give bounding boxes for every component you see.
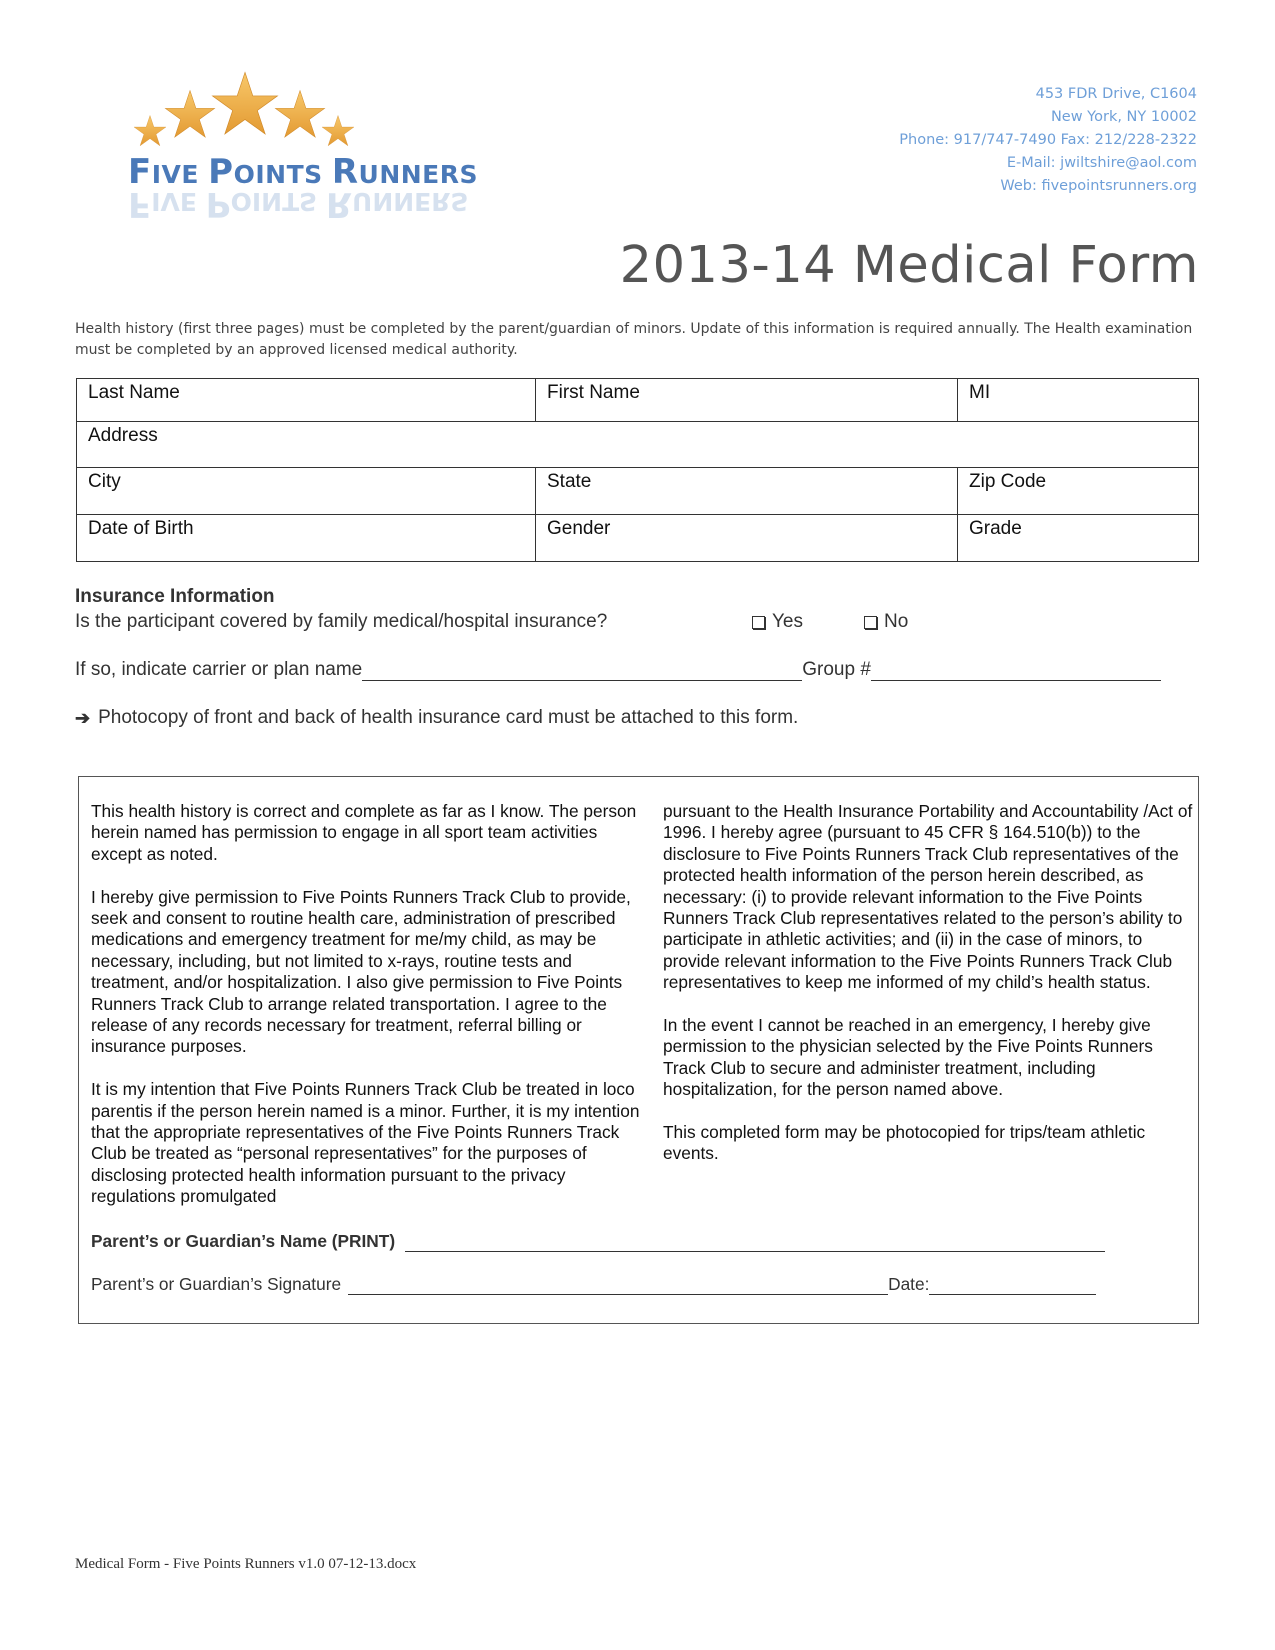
- table-row: [77, 379, 1199, 422]
- grade-field[interactable]: [958, 515, 1199, 562]
- consent-paragraph: This completed form may be photocopied for trips/team athletic events.: [663, 1122, 1146, 1164]
- middle-initial-field[interactable]: [958, 379, 1199, 422]
- checkbox-label: No: [884, 611, 909, 632]
- date-label: Date:: [888, 1274, 930, 1294]
- field-label: Last Name: [88, 382, 180, 403]
- guardian-name-row: [91, 1231, 1105, 1252]
- insurance-yes-checkbox[interactable]: [752, 611, 803, 633]
- field-label: Date of Birth: [88, 518, 194, 539]
- group-label: Group #: [802, 659, 871, 680]
- consent-paragraph: In the event I cannot be reached in an emergency, I hereby give permission to the physician selected by the Five Points Runners Track Club to secure and administer treatment, including hospitalization, for the person named above.: [663, 1015, 1153, 1100]
- photocopy-text: Photocopy of front and back of health insurance card must be attached to this form.: [98, 707, 799, 728]
- date-input[interactable]: [929, 1276, 1096, 1295]
- zip-code-field[interactable]: [958, 468, 1199, 515]
- logo-wordmark: FIVE POINTS RUNNERS: [128, 152, 479, 192]
- consent-paragraph: I hereby give permission to Five Points Runners Track Club to provide, seek and consent to routine health care, administration of prescribed medications and emergency treatment for me/my child, as may be necessary, including, but not limited to x-rays, routine tests and treatment, and/or hospitalization. I also give permission to Five Points Runners Track Club to arrange related transportation. I agree to the release of any records necessary for treatment, referral billing or insurance purposes.: [91, 886, 631, 1057]
- guardian-name-input[interactable]: [405, 1233, 1105, 1252]
- logo: [128, 72, 479, 224]
- field-label: Address: [88, 425, 158, 446]
- address-field[interactable]: [77, 422, 1199, 468]
- table-row: [77, 468, 1199, 515]
- carrier-input[interactable]: [362, 660, 802, 681]
- consent-paragraph: This health history is correct and complete as far as I know. The person herein named has permission to engage in all sport team activities except as noted.: [91, 801, 637, 864]
- consent-box: [78, 776, 1199, 1324]
- insurance-heading: Insurance Information: [75, 586, 275, 607]
- field-label: MI: [969, 382, 991, 403]
- first-name-field[interactable]: [536, 379, 958, 422]
- guardian-signature-label: Parent’s or Guardian’s Signature: [91, 1274, 342, 1294]
- contact-info: [899, 83, 1197, 198]
- consent-right-column: [663, 801, 1193, 1186]
- checkbox-label: Yes: [772, 611, 803, 632]
- page-title: 2013-14 Medical Form: [619, 236, 1199, 295]
- guardian-name-label: Parent’s or Guardian’s Name (PRINT): [91, 1231, 396, 1251]
- carrier-label: If so, indicate carrier or plan name: [75, 659, 363, 680]
- checkbox-icon: [752, 616, 765, 629]
- group-number-input[interactable]: [871, 660, 1161, 681]
- city-field[interactable]: [77, 468, 536, 515]
- state-field[interactable]: [536, 468, 958, 515]
- email-link[interactable]: E-Mail: jwiltshire@aol.com: [1006, 155, 1197, 171]
- table-row: [77, 422, 1199, 468]
- guardian-signature-row: [91, 1274, 1096, 1295]
- field-label: State: [547, 471, 592, 492]
- field-label: Grade: [969, 518, 1022, 539]
- document-footer: Medical Form - Five Points Runners v1.0 07-12-13.docx: [75, 1556, 417, 1572]
- checkbox-icon: [864, 616, 877, 629]
- participant-info-table: [76, 378, 1199, 562]
- field-label: City: [88, 471, 121, 492]
- insurance-question: Is the participant covered by family medical/hospital insurance?: [75, 611, 608, 632]
- date-of-birth-field[interactable]: [77, 515, 536, 562]
- photocopy-note: [75, 707, 798, 729]
- logo-wordmark-reflection: FIVE POINTS RUNNERS: [128, 184, 469, 224]
- consent-paragraph: It is my intention that Five Points Runners Track Club be treated in loco parentis if the person herein named is a minor. Further, it is my intention that the appropriate representatives of the Five Points Runners Track Club be treated as “personal representatives” for the purposes of disclosing protected health information pursuant to the privacy regulations promulgated: [91, 1079, 640, 1207]
- phone-fax: Phone: 917/747-7490 Fax: 212/228-2322: [899, 132, 1197, 148]
- intro-text: Health history (first three pages) must be completed by the parent/guardian of minors. Update of this information is required annually. The Health examination must be completed by an approved licensed medical authority.: [75, 321, 1193, 358]
- five-stars-icon: [128, 72, 428, 152]
- last-name-field[interactable]: [77, 379, 536, 422]
- gender-field[interactable]: [536, 515, 958, 562]
- consent-paragraph: pursuant to the Health Insurance Portability and Accountability /Act of 1996. I hereby agree (pursuant to 45 CFR § 164.510(b)) to the disclosure to Five Points Runners Track Club representatives of the protected health information of the person herein described, as necessary: (i) to provide relevant information to the Five Points Runners Track Club representatives related to the person’s ability to participate in athletic activities; and (ii) in the case of minors, to provide relevant information to the Five Points Runners Track Club representatives to keep me informed of my child’s health status.: [663, 801, 1193, 993]
- address-line-2: New York, NY 10002: [1050, 109, 1197, 125]
- field-label: First Name: [547, 382, 640, 403]
- guardian-signature-input[interactable]: [348, 1276, 888, 1295]
- carrier-row: [75, 659, 1161, 681]
- arrow-right-icon: ➔: [75, 707, 91, 728]
- consent-left-column: [91, 801, 651, 1229]
- field-label: Zip Code: [969, 471, 1047, 492]
- field-label: Gender: [547, 518, 611, 539]
- table-row: [77, 515, 1199, 562]
- web-link[interactable]: Web: fivepointsrunners.org: [1000, 178, 1197, 194]
- insurance-no-checkbox[interactable]: [864, 611, 908, 633]
- address-line-1: 453 FDR Drive, C1604: [1035, 86, 1197, 102]
